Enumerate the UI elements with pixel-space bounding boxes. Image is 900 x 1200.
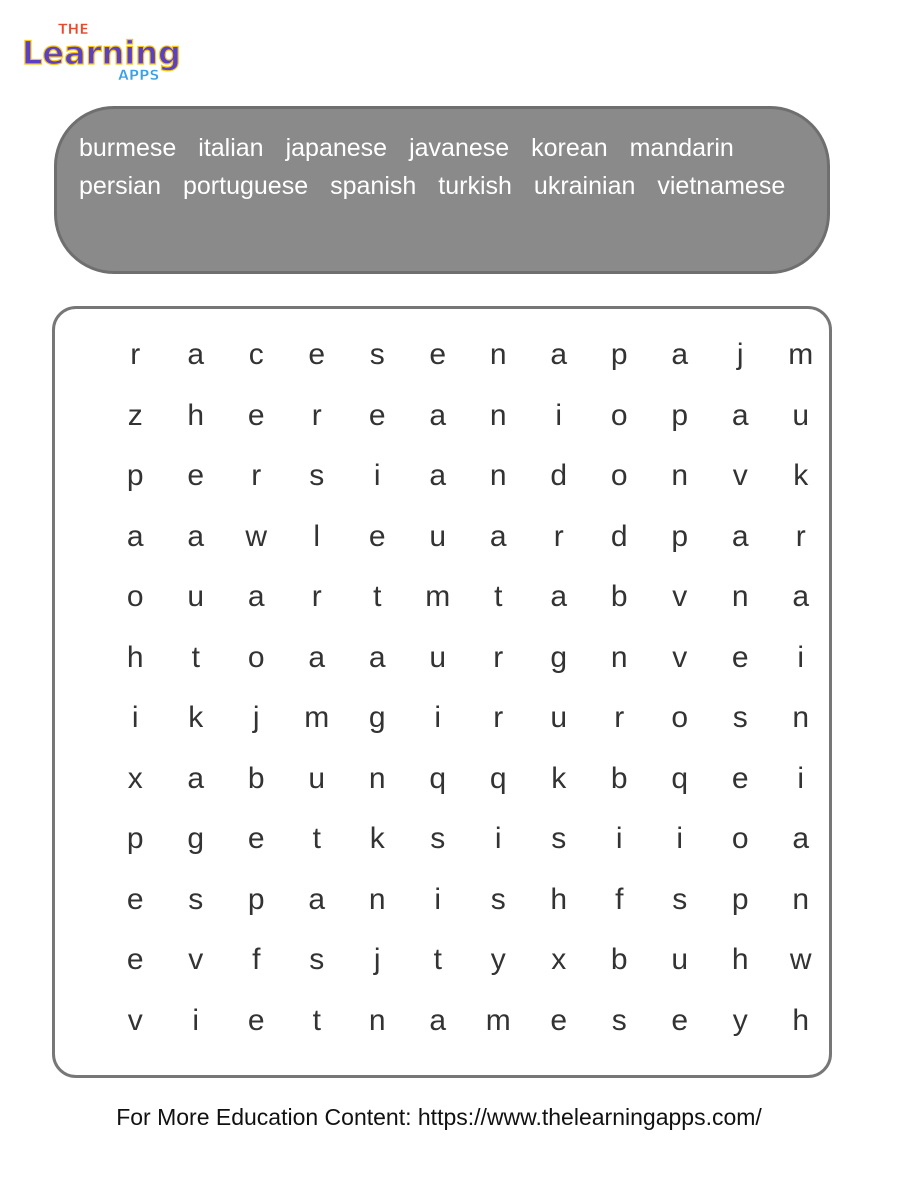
grid-cell[interactable]: r <box>251 459 262 493</box>
grid-cell[interactable]: n <box>731 580 749 614</box>
grid-cell[interactable]: r <box>493 640 504 674</box>
grid-cell[interactable]: a <box>368 640 386 674</box>
grid-cell[interactable]: k <box>188 701 204 735</box>
grid-cell[interactable]: t <box>312 822 321 856</box>
grid-cell[interactable]: a <box>731 519 749 553</box>
word-bank-item: ukrainian <box>533 172 636 200</box>
grid-cell[interactable]: r <box>311 580 322 614</box>
grid-cell[interactable]: s <box>430 822 446 856</box>
grid-cell[interactable]: e <box>550 1003 568 1037</box>
grid-cell[interactable]: r <box>614 701 625 735</box>
word-bank-item: japanese <box>285 134 388 162</box>
grid-cell[interactable]: x <box>127 761 143 795</box>
grid-cell[interactable]: n <box>489 459 507 493</box>
grid-cell[interactable]: b <box>610 943 628 977</box>
grid-cell[interactable]: a <box>429 459 447 493</box>
grid-cell[interactable]: y <box>732 1003 748 1037</box>
word-bank-item: turkish <box>438 172 512 200</box>
grid-cell[interactable]: v <box>672 640 688 674</box>
grid-cell[interactable]: s <box>188 882 204 916</box>
grid-cell[interactable]: r <box>553 519 564 553</box>
grid-cell[interactable]: u <box>429 519 447 553</box>
grid-cell[interactable]: p <box>731 882 749 916</box>
word-bank-item: mandarin <box>629 134 734 162</box>
word-bank-item: vietnamese <box>657 172 786 200</box>
grid-cell[interactable]: a <box>429 398 447 432</box>
grid-cell[interactable]: i <box>192 1003 200 1037</box>
grid-cell[interactable]: x <box>551 943 567 977</box>
grid-cell[interactable]: p <box>126 822 144 856</box>
grid-cell[interactable]: i <box>797 761 805 795</box>
grid-cell[interactable]: i <box>676 822 684 856</box>
grid-cell[interactable]: u <box>187 580 205 614</box>
grid-cell[interactable]: r <box>795 519 806 553</box>
grid-cell[interactable]: a <box>308 882 326 916</box>
grid-cell[interactable]: i <box>131 701 139 735</box>
grid-cell[interactable]: h <box>126 640 144 674</box>
grid-cell[interactable]: e <box>368 519 386 553</box>
grid-cell[interactable]: q <box>429 761 447 795</box>
grid-cell[interactable]: a <box>489 519 507 553</box>
grid-cell[interactable]: n <box>489 338 507 372</box>
grid-cell[interactable]: s <box>309 459 325 493</box>
grid-cell[interactable]: k <box>551 761 567 795</box>
grid-cell[interactable]: s <box>490 882 506 916</box>
grid-cell[interactable]: e <box>308 338 326 372</box>
grid-cell[interactable]: q <box>489 761 507 795</box>
word-bank-item: korean <box>531 134 608 162</box>
grid-cell[interactable]: a <box>187 761 205 795</box>
grid-cell[interactable]: s <box>611 1003 627 1037</box>
grid-cell[interactable]: k <box>369 822 385 856</box>
grid-cell[interactable]: m <box>425 580 451 614</box>
grid-cell[interactable]: e <box>126 882 144 916</box>
grid-cell[interactable]: a <box>187 519 205 553</box>
word-bank-item: portuguese <box>183 172 309 200</box>
grid-cell[interactable]: b <box>610 761 628 795</box>
grid-cell[interactable]: r <box>493 701 504 735</box>
grid-cell[interactable]: n <box>671 459 689 493</box>
grid-cell[interactable]: q <box>671 761 689 795</box>
grid-cell[interactable]: h <box>550 882 568 916</box>
grid-cell[interactable]: h <box>187 398 205 432</box>
grid-cell[interactable]: y <box>490 943 506 977</box>
grid-cell[interactable]: s <box>732 701 748 735</box>
grid-cell[interactable]: o <box>671 701 689 735</box>
grid-cell[interactable]: n <box>368 882 386 916</box>
grid-cell[interactable]: i <box>434 701 442 735</box>
word-bank-item: italian <box>198 134 264 162</box>
logo-graphic <box>18 14 198 84</box>
grid-cell[interactable]: e <box>671 1003 689 1037</box>
grid-cell[interactable]: e <box>247 822 265 856</box>
grid-cell[interactable]: a <box>187 338 205 372</box>
grid-cell[interactable]: g <box>187 822 205 856</box>
grid-cell[interactable]: b <box>247 761 265 795</box>
grid-cell[interactable]: n <box>792 701 810 735</box>
grid-cell[interactable]: k <box>793 459 809 493</box>
grid-cell[interactable]: d <box>550 459 568 493</box>
word-search-grid-box <box>52 306 832 1078</box>
grid-cell[interactable]: e <box>247 398 265 432</box>
grid-cell[interactable]: t <box>494 580 503 614</box>
grid-cell[interactable]: g <box>550 640 568 674</box>
grid-cell[interactable]: v <box>672 580 688 614</box>
grid-cell[interactable]: e <box>368 398 386 432</box>
grid-cell[interactable]: a <box>247 580 265 614</box>
grid-cell[interactable]: o <box>610 398 628 432</box>
grid-cell[interactable]: u <box>429 640 447 674</box>
grid-cell[interactable]: u <box>792 398 810 432</box>
grid-cell[interactable]: a <box>550 338 568 372</box>
grid-cell[interactable]: c <box>248 338 264 372</box>
grid-cell[interactable]: i <box>615 822 623 856</box>
grid-cell[interactable]: i <box>797 640 805 674</box>
footer-text: For More Education Content: https://www.thelearningapps.com/ <box>116 1104 762 1130</box>
grid-cell[interactable]: e <box>731 761 749 795</box>
grid-cell[interactable]: s <box>551 822 567 856</box>
word-bank-item: burmese <box>79 134 177 162</box>
grid-cell[interactable]: e <box>731 640 749 674</box>
grid-cell[interactable]: i <box>494 822 502 856</box>
grid-cell[interactable]: s <box>369 338 385 372</box>
grid-cell[interactable]: p <box>610 338 628 372</box>
grid-cell[interactable]: e <box>187 459 205 493</box>
grid-cell[interactable]: s <box>309 943 325 977</box>
grid-cell[interactable]: m <box>788 338 814 372</box>
grid-cell[interactable]: r <box>130 338 141 372</box>
grid-cell[interactable]: a <box>550 580 568 614</box>
grid-cell[interactable]: j <box>252 701 260 735</box>
word-bank <box>54 106 830 274</box>
grid-cell[interactable]: e <box>429 338 447 372</box>
grid-cell[interactable]: i <box>555 398 563 432</box>
grid-cell[interactable]: m <box>304 701 330 735</box>
grid-cell[interactable]: o <box>731 822 749 856</box>
grid-cell[interactable]: a <box>429 1003 447 1037</box>
grid-cell[interactable]: a <box>671 338 689 372</box>
grid-cell[interactable]: a <box>792 822 810 856</box>
grid-cell[interactable]: u <box>671 943 689 977</box>
word-bank-item: spanish <box>330 172 417 200</box>
word-list <box>79 133 803 201</box>
grid-cell[interactable]: w <box>245 519 268 553</box>
letter-grid <box>105 325 831 1051</box>
grid-cell[interactable]: n <box>368 761 386 795</box>
grid-cell[interactable]: a <box>792 580 810 614</box>
grid-cell[interactable]: n <box>792 882 810 916</box>
grid-cell[interactable]: l <box>313 519 321 553</box>
grid-cell[interactable]: r <box>311 398 322 432</box>
grid-cell[interactable]: a <box>126 519 144 553</box>
grid-cell[interactable]: a <box>308 640 326 674</box>
grid-cell[interactable]: f <box>615 882 624 916</box>
grid-cell[interactable]: h <box>731 943 749 977</box>
grid-cell[interactable]: j <box>736 338 744 372</box>
grid-cell[interactable]: u <box>308 761 326 795</box>
grid-cell[interactable]: o <box>126 580 144 614</box>
grid-cell[interactable]: n <box>610 640 628 674</box>
grid-cell[interactable]: e <box>126 943 144 977</box>
grid-cell[interactable]: e <box>247 1003 265 1037</box>
grid-cell[interactable]: t <box>433 943 442 977</box>
logo-learning-text: Learning <box>22 34 181 72</box>
grid-cell[interactable]: w <box>789 943 812 977</box>
grid-cell[interactable]: f <box>252 943 261 977</box>
grid-cell[interactable]: b <box>610 580 628 614</box>
grid-cell[interactable]: i <box>434 882 442 916</box>
grid-cell[interactable]: p <box>671 519 689 553</box>
grid-cell[interactable]: h <box>792 1003 810 1037</box>
grid-cell[interactable]: o <box>247 640 265 674</box>
grid-cell[interactable]: a <box>731 398 749 432</box>
grid-cell[interactable]: p <box>671 398 689 432</box>
the-learning-apps-logo[interactable] <box>18 14 198 84</box>
word-bank-item: javanese <box>409 134 510 162</box>
grid-cell[interactable]: d <box>610 519 628 553</box>
grid-cell[interactable]: p <box>247 882 265 916</box>
grid-cell[interactable]: z <box>127 398 143 432</box>
grid-cell[interactable]: g <box>368 701 386 735</box>
grid-cell[interactable]: p <box>126 459 144 493</box>
grid-cell[interactable]: j <box>373 943 381 977</box>
grid-cell[interactable]: n <box>489 398 507 432</box>
grid-cell[interactable]: t <box>312 1003 321 1037</box>
grid-cell[interactable]: t <box>191 640 200 674</box>
grid-cell[interactable]: o <box>610 459 628 493</box>
grid-cell[interactable]: i <box>373 459 381 493</box>
logo-apps-text: APPS <box>118 68 160 84</box>
grid-cell[interactable]: v <box>127 1003 143 1037</box>
grid-cell[interactable]: u <box>550 701 568 735</box>
grid-cell[interactable]: s <box>672 882 688 916</box>
word-bank-item: persian <box>79 172 161 200</box>
grid-cell[interactable]: m <box>485 1003 511 1037</box>
grid-cell[interactable]: t <box>373 580 382 614</box>
grid-cell[interactable]: v <box>732 459 748 493</box>
grid-cell[interactable]: v <box>188 943 204 977</box>
logo-the-text: THE <box>58 22 89 38</box>
grid-cell[interactable]: n <box>368 1003 386 1037</box>
